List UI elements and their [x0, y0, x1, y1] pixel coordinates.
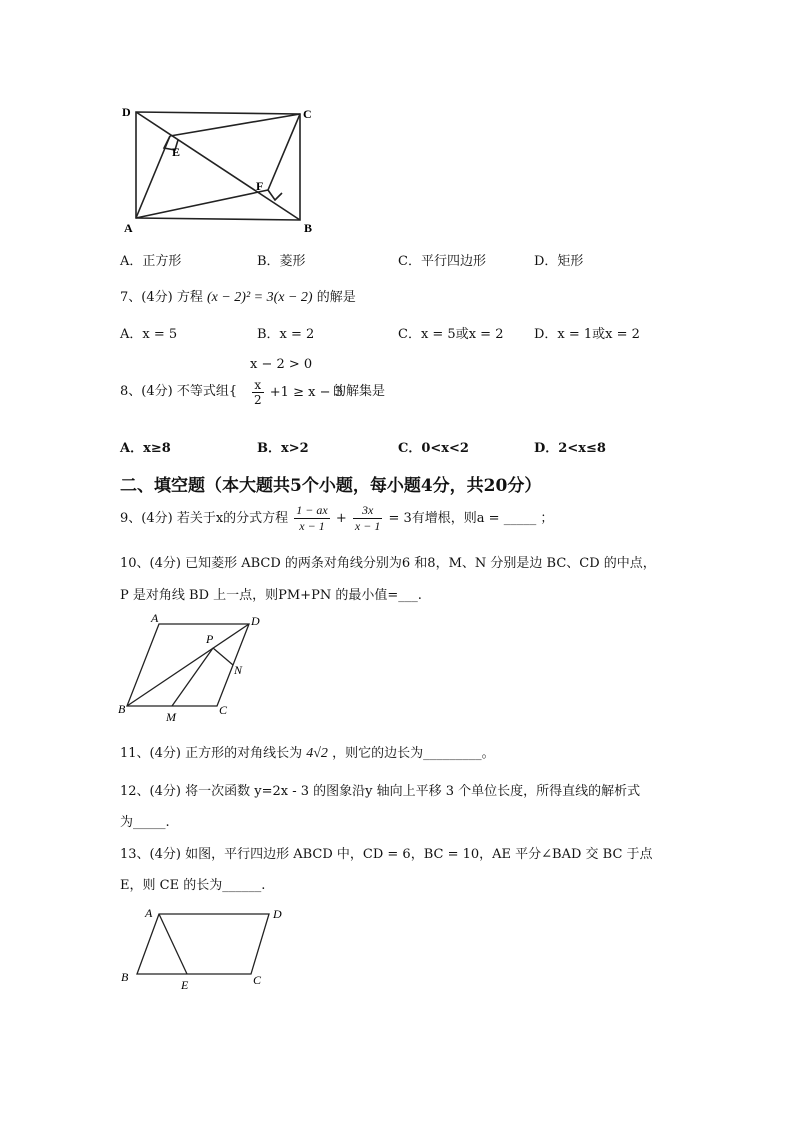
q7-option-c: C．x = 5或x = 2	[398, 327, 504, 342]
figure-rectangle-abcd	[118, 100, 318, 240]
fig6-label-e: E	[172, 145, 181, 159]
q9-f2-num: 3x	[353, 503, 382, 519]
q8-line2-rest: +1 ≥ x − 3	[269, 385, 343, 400]
fig6-label-d: D	[122, 105, 131, 119]
q9-pre: 9、(4分) 若关于x的分式方程	[120, 511, 289, 526]
q9-fraction-2	[353, 503, 382, 534]
fig13-label-c: C	[253, 973, 262, 987]
q7-option-b: B．x = 2	[257, 327, 315, 342]
q8-frac-num: x	[252, 378, 264, 393]
q11-pre: 11、(4分) 正方形的对角线长为	[120, 746, 303, 761]
fig13-label-e: E	[181, 978, 189, 992]
q8-frac-den: 2	[254, 393, 262, 407]
q11-stem	[120, 742, 495, 762]
fig13-label-a: A	[145, 906, 153, 920]
q7-stem-pre: 7、(4分) 方程	[120, 290, 203, 305]
q13-line2: E，则 CE 的长为______.	[120, 878, 266, 893]
q12-line2: 为_____.	[120, 815, 170, 830]
q8-line1: x − 2 > 0	[250, 357, 313, 372]
q8-fraction	[252, 378, 264, 407]
q6-option-a: A．正方形	[120, 254, 182, 269]
figure-parallelogram-abcd	[115, 900, 295, 995]
q6-option-c: C．平行四边形	[398, 254, 486, 269]
q7-stem	[120, 286, 356, 306]
q9-fraction-1	[294, 503, 329, 534]
q12-line1: 12、(4分) 将一次函数 y=2x - 3 的图象沿y 轴向上平移 3 个单位长度，所得直线的解析式	[120, 784, 641, 799]
fig10-label-n: N	[234, 663, 243, 677]
fig6-label-f: F	[256, 179, 264, 193]
q8-option-a: A．x≥8	[120, 441, 171, 456]
q7-option-d: D．x = 1或x = 2	[534, 327, 640, 342]
q11-post: ，则它的边长为_________。	[332, 746, 495, 761]
fig6-label-b: B	[304, 221, 313, 235]
q7-option-a: A．x = 5	[120, 327, 178, 342]
fig6-label-a: A	[124, 221, 133, 235]
fig10-label-c: C	[219, 703, 228, 717]
q8-stem-post: 的解集是	[333, 384, 386, 399]
q9-f1-num: 1 − ax	[296, 503, 328, 517]
section-2-heading: 二、填空题（本大题共5个小题，每小题4分，共20分）	[120, 476, 542, 496]
q8-option-c: C．0<x<2	[398, 441, 469, 456]
fig6-label-c: C	[303, 107, 312, 121]
q13-line1: 13、(4分) 如图，平行四边形 ABCD 中，CD = 6，BC = 10，AE 平分∠BAD 交 BC 于点	[120, 847, 653, 862]
q9-stem	[120, 503, 553, 534]
q6-option-b: B．菱形	[257, 254, 306, 269]
fig13-label-b: B	[121, 970, 129, 984]
fig10-label-b: B	[118, 702, 126, 716]
q9-post: = 3有增根，则a = _____ ；	[388, 511, 554, 526]
q9-f1-den: x − 1	[299, 519, 325, 533]
q8-line2	[250, 378, 343, 407]
q9-f2-den: x − 1	[354, 519, 381, 533]
fig10-label-d: D	[251, 614, 260, 628]
fig10-label-p: P	[206, 632, 214, 646]
fig13-label-d: D	[273, 907, 282, 921]
q8-option-b: B．x>2	[257, 441, 309, 456]
q10-line2: P 是对角线 BD 上一点，则PM+PN 的最小值=___.	[120, 588, 422, 603]
q7-stem-post: 的解是	[316, 290, 356, 305]
q8-stem-pre: 8、(4分) 不等式组{	[120, 384, 238, 399]
figure-rhombus-abcd	[115, 610, 275, 725]
q9-plus: +	[335, 511, 347, 526]
q6-option-d: D．矩形	[534, 254, 584, 269]
q8-option-d: D．2<x≤8	[534, 441, 606, 456]
q11-value: 4√2	[306, 746, 328, 761]
q7-equation: (x − 2)² = 3(x − 2)	[206, 290, 313, 305]
q10-line1: 10、(4分) 已知菱形 ABCD 的两条对角线分别为6 和8，M、N 分别是边 BC、CD 的中点，	[120, 556, 656, 571]
fig10-label-m: M	[166, 710, 176, 724]
fig10-label-a: A	[151, 611, 159, 625]
